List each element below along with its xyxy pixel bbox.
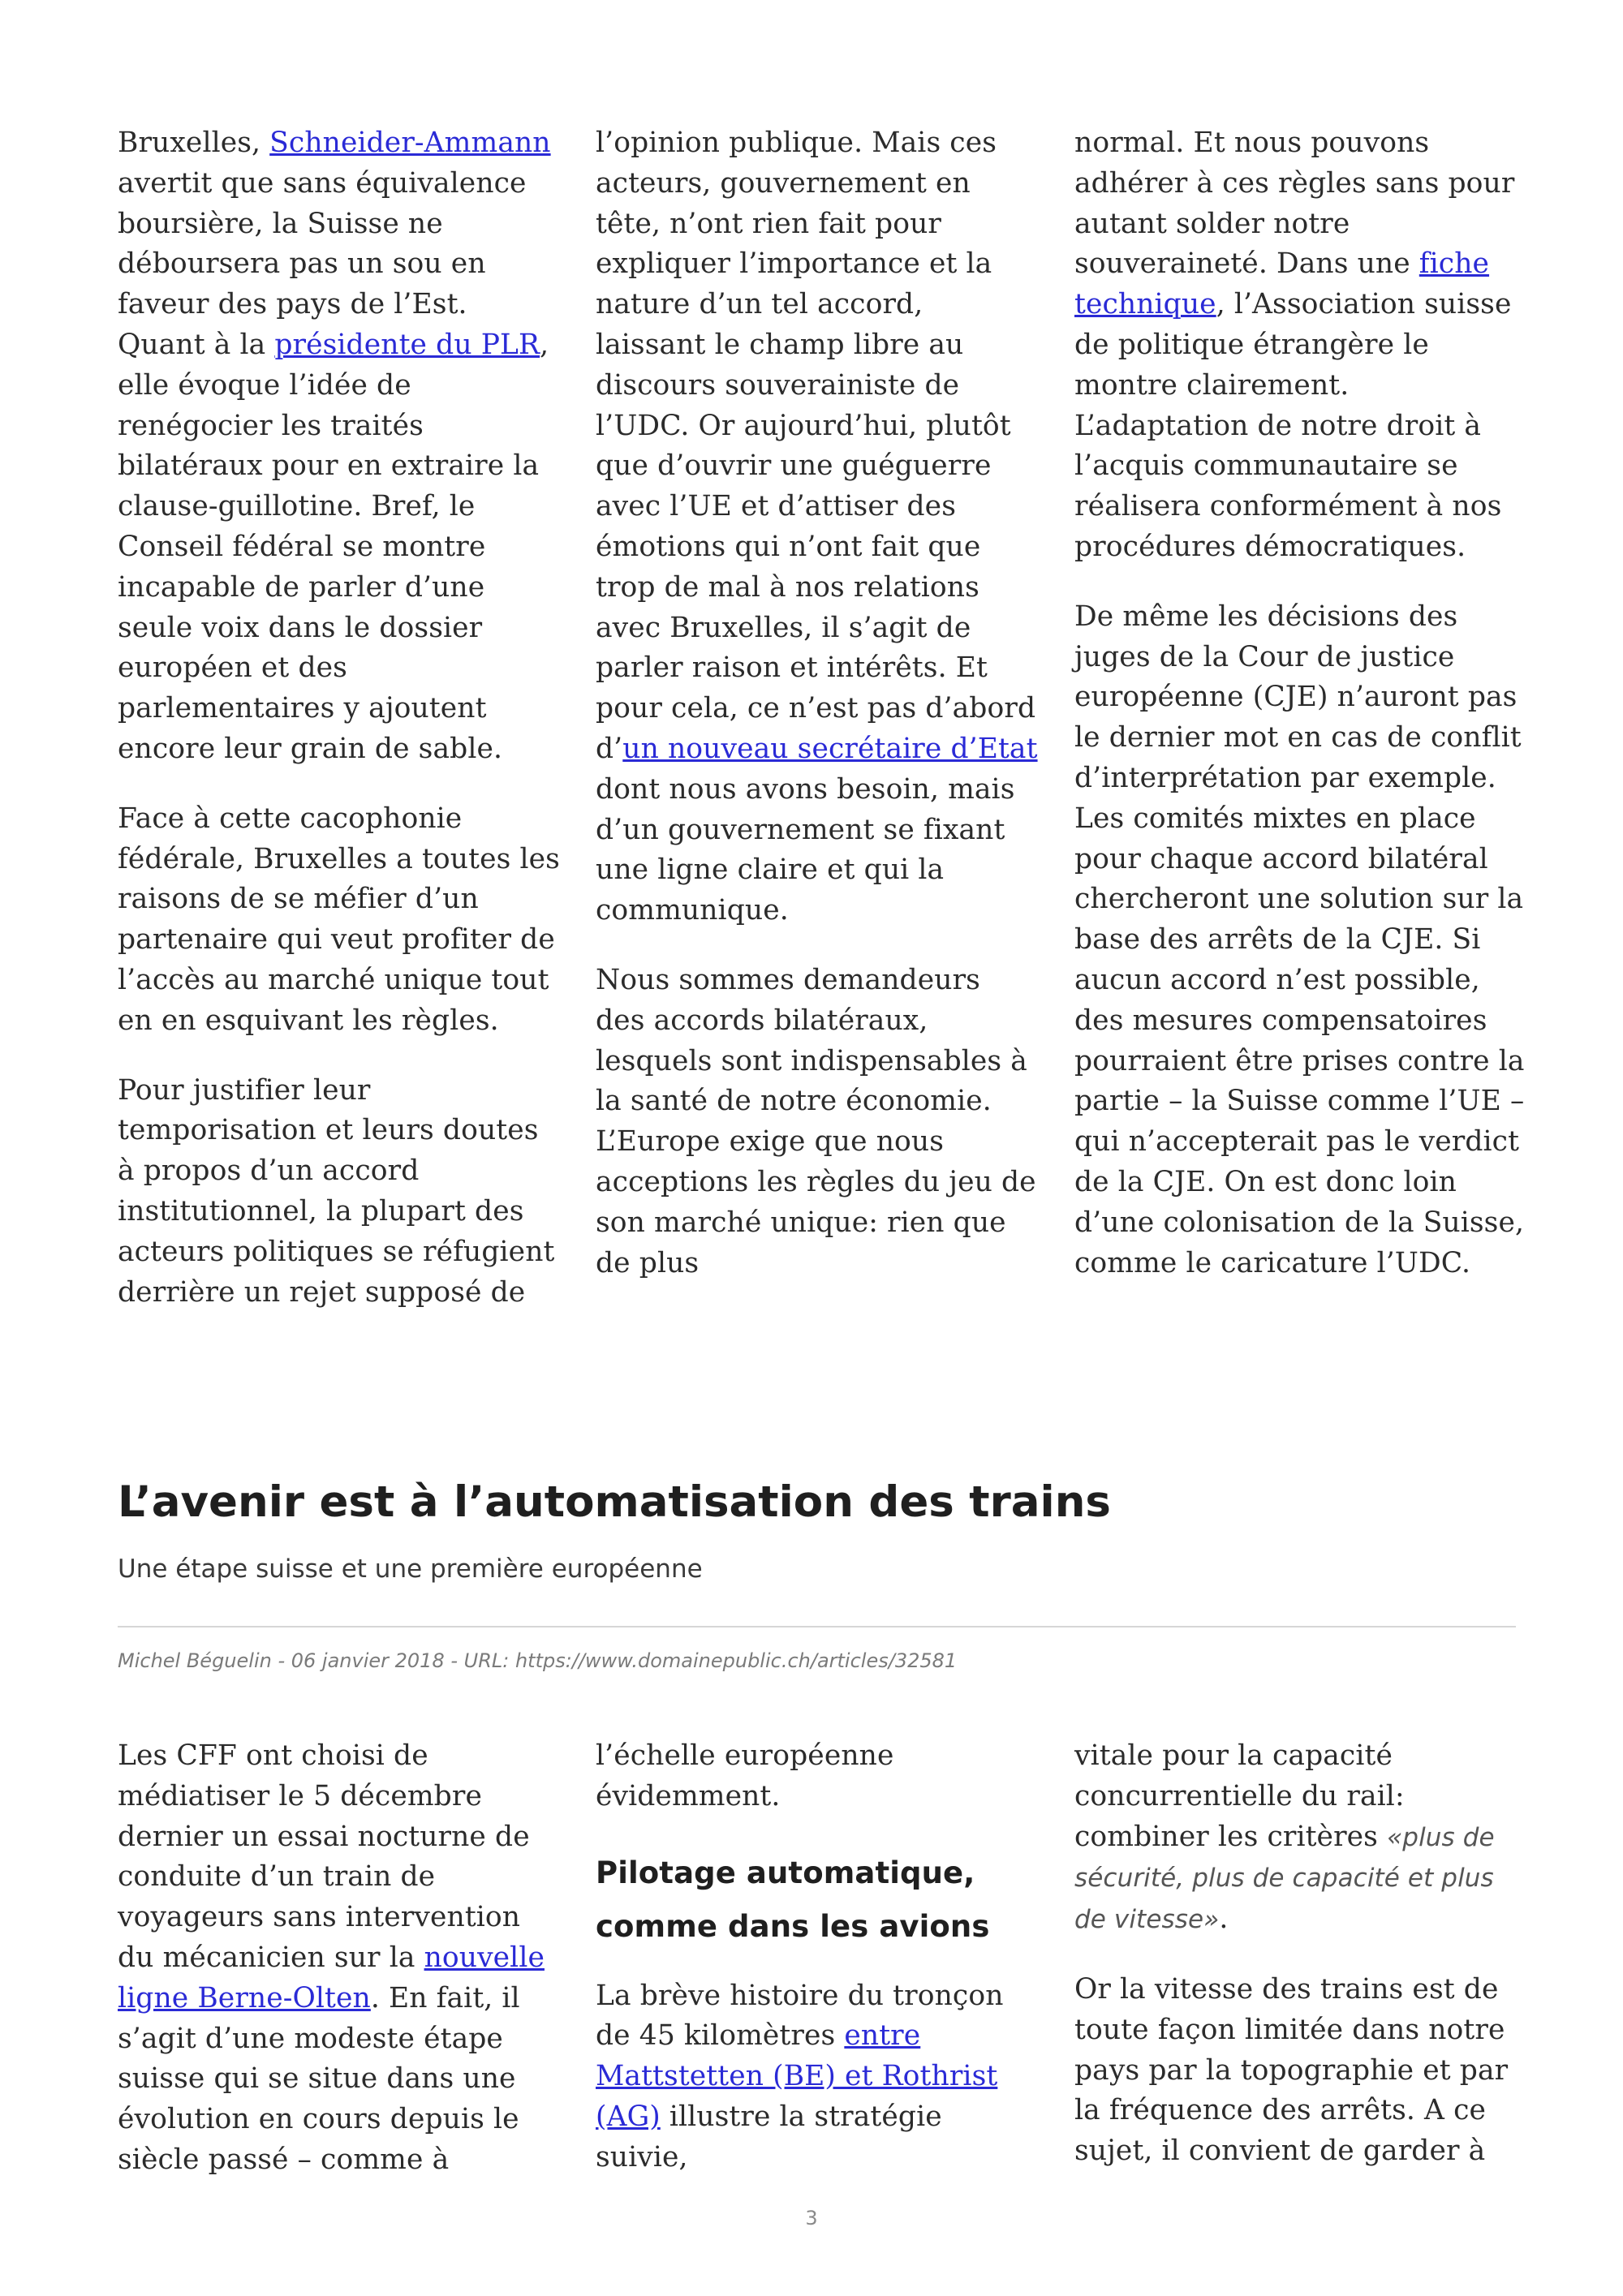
article2-column-3: [1074, 1736, 1529, 2201]
paragraph: l’échelle européenne évidemment.: [596, 1739, 894, 1812]
article-subtitle: Une étape suisse et une première européenne: [118, 1554, 703, 1584]
article2-column-1: [118, 1736, 560, 2210]
quote: «plus de sécurité, plus de capacité et plus de vitesse»: [1074, 1822, 1495, 1935]
article1-column-1: [118, 123, 560, 1342]
link-secretaire-etat[interactable]: un nouveau secrétaire d’Etat: [622, 732, 1038, 765]
link-fiche-technique[interactable]: fiche technique: [1074, 247, 1490, 321]
text-run: vitale pour la capacité concurrentielle du rail: combiner les critères: [1074, 1739, 1405, 1853]
link-mattstetten-rothrist[interactable]: entre Mattstetten (BE) et Rothrist (AG): [596, 2019, 998, 2133]
text-run: , l’Association suisse de politique étrangère le montre clairement. L’adaptation de notre droit à l’acquis communautaire se réalisera conformément à nos procédures démocratiques.: [1074, 288, 1512, 563]
paragraph: [596, 123, 1038, 931]
article-byline: Michel Béguelin - 06 janvier 2018 - URL: https://www.domainepublic.ch/articles/32581: [118, 1649, 958, 1672]
paragraph: [118, 1736, 560, 2181]
text-run: Bruxelles,: [118, 127, 270, 159]
paragraph: Pour justifier leur temporisation et leurs doutes à propos d’un accord institutionnel, la plupart des acteurs politiques se réfugient derrière un rejet supposé de: [118, 1073, 555, 1309]
text-run: .: [1219, 1903, 1229, 1936]
text-run: La brève histoire du tronçon de 45 kilomètres: [596, 1979, 1004, 2053]
divider: [118, 1626, 1516, 1627]
text-run: , elle évoque l’idée de renégocier les traités bilatéraux pour en extraire la clause-guillotine. Bref, le Conseil fédéral se montre incapable de parler d’une seule voix dans le dossier européen et des parlementaires y ajoutent encore leur grain de sable.: [118, 328, 549, 765]
text-run: . En fait, il s’agit d’une modeste étape suisse qui se situe dans une évolution en cours depuis le siècle passé – comme à: [118, 1981, 520, 2176]
paragraph: [596, 1976, 1038, 2178]
page-number: 3: [805, 2207, 818, 2229]
link-schneider-ammann[interactable]: Schneider-Ammann: [269, 127, 551, 159]
paragraph: Nous sommes demandeurs des accords bilatéraux, lesquels sont indispensables à la santé de notre économie. L’Europe exige que nous acceptions les règles du jeu de son marché unique: rien que de plus: [596, 963, 1036, 1279]
article2-column-2: [596, 1736, 1038, 2208]
paragraph: [118, 123, 560, 770]
article1-column-3: [1074, 123, 1529, 1313]
link-presidente-plr[interactable]: présidente du PLR: [274, 328, 540, 361]
article-title: L’avenir est à l’automatisation des trains: [118, 1477, 1111, 1527]
section-heading: Pilotage automatique, comme dans les avions: [596, 1855, 990, 1944]
paragraph: [1074, 123, 1529, 568]
paragraph: Face à cette cacophonie fédérale, Bruxelles a toutes les raisons de se méfier d’un partenaire qui veut profiter de l’accès au marché unique tout en en esquivant les règles.: [118, 802, 560, 1037]
text-run: illustre la stratégie suivie,: [596, 2100, 942, 2173]
text-run: dont nous avons besoin, mais d’un gouvernement se fixant une ligne claire et qui la communique.: [596, 772, 1015, 927]
text-run: Les CFF ont choisi de médiatiser le 5 décembre dernier un essai nocturne de conduite d’un train de voyageurs sans intervention du mécanicien sur la: [118, 1739, 530, 1974]
text-run: avertit que sans équivalence boursière, la Suisse ne déboursera pas un sou en faveur des pays de l’Est. Quant à la: [118, 166, 527, 361]
paragraph: Or la vitesse des trains est de toute façon limitée dans notre pays par la topographie et par la fréquence des arrêts. A ce sujet, il convient de garder à: [1074, 1972, 1509, 2168]
paragraph: De même les décisions des juges de la Cour de justice européenne (CJE) n’auront pas le dernier mot en cas de conflit d’interprétation par exemple. Les comités mixtes en place pour chaque accord bilatéral chercheront une solution sur la base des arrêts de la CJE. Si aucun accord n’est possible, des mesures compensatoires pourraient être prises contre la partie – la Suisse comme l’UE – qui n’accepterait pas le verdict de la CJE. On est donc loin d’une colonisation de la Suisse, comme le caricature l’UDC.: [1074, 600, 1525, 1279]
text-run: l’opinion publique. Mais ces acteurs, gouvernement en tête, n’ont rien fait pour expliquer l’importance et la nature d’un tel accord, laissant le champ libre au discours souverainiste de l’UDC. Or aujourd’hui, plutôt que d’ouvrir une guéguerre avec l’UE et d’attiser des émotions qui n’ont fait que trop de mal à nos relations avec Bruxelles, il s’agit de parler raison et intérêts. Et pour cela, ce n’est pas d’abord d’: [596, 127, 1036, 765]
paragraph: [1074, 1736, 1529, 1941]
article1-column-2: [596, 123, 1038, 1313]
text-run: normal. Et nous pouvons adhérer à ces règles sans pour autant solder notre souveraineté. Dans une: [1074, 127, 1515, 281]
link-ligne-berne-olten[interactable]: nouvelle ligne Berne-Olten: [118, 1941, 545, 2014]
